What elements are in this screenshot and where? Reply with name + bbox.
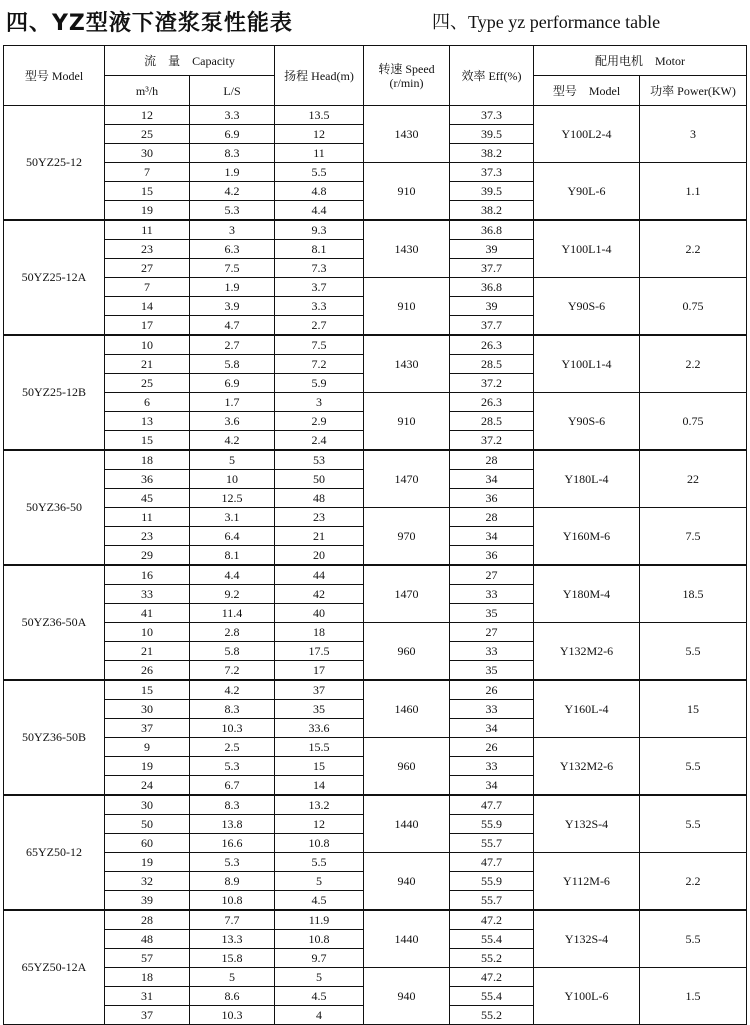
motor-power-cell: 2.2 (640, 220, 747, 278)
capacity-ls-cell: 3.1 (190, 508, 275, 527)
efficiency-cell: 33 (450, 700, 534, 719)
col-header-m3h: m³/h (105, 76, 190, 106)
efficiency-cell: 28 (450, 508, 534, 527)
capacity-ls-cell: 2.7 (190, 335, 275, 355)
motor-model-cell: Y100L1-4 (534, 335, 640, 393)
head-cell: 5.5 (275, 853, 364, 872)
efficiency-cell: 39.5 (450, 125, 534, 144)
head-cell: 4.4 (275, 201, 364, 221)
motor-model-cell: Y180M-4 (534, 565, 640, 623)
head-cell: 15 (275, 757, 364, 776)
capacity-m3h-cell: 28 (105, 910, 190, 930)
performance-table (3, 45, 747, 1025)
motor-power-cell: 2.2 (640, 335, 747, 393)
capacity-ls-cell: 10 (190, 470, 275, 489)
efficiency-cell: 35 (450, 604, 534, 623)
efficiency-cell: 33 (450, 757, 534, 776)
capacity-m3h-cell: 16 (105, 565, 190, 585)
pump-model-cell: 50YZ36-50B (4, 680, 105, 795)
efficiency-cell: 28 (450, 450, 534, 470)
capacity-ls-cell: 8.6 (190, 987, 275, 1006)
head-cell: 35 (275, 700, 364, 719)
efficiency-cell: 26 (450, 680, 534, 700)
efficiency-cell: 36.8 (450, 278, 534, 297)
head-cell: 12 (275, 125, 364, 144)
head-cell: 5 (275, 872, 364, 891)
motor-model-cell: Y112M-6 (534, 853, 640, 911)
capacity-ls-cell: 8.3 (190, 144, 275, 163)
capacity-m3h-cell: 18 (105, 968, 190, 987)
capacity-m3h-cell: 14 (105, 297, 190, 316)
head-cell: 17.5 (275, 642, 364, 661)
motor-power-cell: 2.2 (640, 853, 747, 911)
head-cell: 5.9 (275, 374, 364, 393)
capacity-ls-cell: 4.2 (190, 182, 275, 201)
head-cell: 9.3 (275, 220, 364, 240)
efficiency-cell: 37.7 (450, 316, 534, 336)
col-header-motor-power: 功率 Power(KW) (640, 76, 747, 106)
capacity-ls-cell: 10.8 (190, 891, 275, 911)
col-header-motor-model: 型号 Model (534, 76, 640, 106)
capacity-m3h-cell: 6 (105, 393, 190, 412)
table-row (4, 450, 747, 470)
capacity-m3h-cell: 15 (105, 182, 190, 201)
motor-model-cell: Y132S-4 (534, 910, 640, 968)
capacity-m3h-cell: 50 (105, 815, 190, 834)
speed-cell: 910 (364, 278, 450, 336)
capacity-ls-cell: 6.4 (190, 527, 275, 546)
capacity-m3h-cell: 32 (105, 872, 190, 891)
efficiency-cell: 26.3 (450, 335, 534, 355)
capacity-ls-cell: 5.3 (190, 853, 275, 872)
capacity-m3h-cell: 57 (105, 949, 190, 968)
head-cell: 14 (275, 776, 364, 796)
motor-power-cell: 5.5 (640, 738, 747, 796)
head-cell: 12 (275, 815, 364, 834)
capacity-m3h-cell: 29 (105, 546, 190, 566)
capacity-ls-cell: 7.7 (190, 910, 275, 930)
capacity-ls-cell: 15.8 (190, 949, 275, 968)
head-cell: 3 (275, 393, 364, 412)
efficiency-cell: 37.2 (450, 431, 534, 451)
capacity-ls-cell: 5.8 (190, 642, 275, 661)
head-cell: 13.5 (275, 106, 364, 125)
efficiency-cell: 37.3 (450, 163, 534, 182)
head-cell: 4.8 (275, 182, 364, 201)
capacity-ls-cell: 6.9 (190, 125, 275, 144)
efficiency-cell: 39 (450, 297, 534, 316)
capacity-ls-cell: 5.3 (190, 757, 275, 776)
motor-model-cell: Y132S-4 (534, 795, 640, 853)
table-row (4, 393, 747, 412)
motor-model-cell: Y132M2-6 (534, 623, 640, 681)
capacity-ls-cell: 4.4 (190, 565, 275, 585)
speed-cell: 970 (364, 508, 450, 566)
capacity-ls-cell: 5 (190, 450, 275, 470)
efficiency-cell: 35 (450, 661, 534, 681)
capacity-m3h-cell: 19 (105, 757, 190, 776)
head-cell: 4.5 (275, 891, 364, 911)
table-row (4, 853, 747, 872)
head-cell: 53 (275, 450, 364, 470)
efficiency-cell: 39.5 (450, 182, 534, 201)
capacity-m3h-cell: 11 (105, 220, 190, 240)
capacity-ls-cell: 1.7 (190, 393, 275, 412)
capacity-m3h-cell: 30 (105, 144, 190, 163)
capacity-m3h-cell: 12 (105, 106, 190, 125)
head-cell: 11.9 (275, 910, 364, 930)
efficiency-cell: 55.2 (450, 949, 534, 968)
efficiency-cell: 38.2 (450, 144, 534, 163)
table-row (4, 335, 747, 355)
capacity-ls-cell: 5.3 (190, 201, 275, 221)
head-cell: 2.4 (275, 431, 364, 451)
efficiency-cell: 47.7 (450, 795, 534, 815)
capacity-m3h-cell: 9 (105, 738, 190, 757)
table-row (4, 508, 747, 527)
motor-power-cell: 0.75 (640, 278, 747, 336)
col-header-model: 型号 Model (4, 46, 105, 106)
head-cell: 37 (275, 680, 364, 700)
capacity-ls-cell: 4.2 (190, 431, 275, 451)
pump-model-cell: 65YZ50-12 (4, 795, 105, 910)
capacity-ls-cell: 11.4 (190, 604, 275, 623)
capacity-m3h-cell: 41 (105, 604, 190, 623)
head-cell: 8.1 (275, 240, 364, 259)
head-cell: 2.7 (275, 316, 364, 336)
efficiency-cell: 34 (450, 470, 534, 489)
head-cell: 11 (275, 144, 364, 163)
head-cell: 42 (275, 585, 364, 604)
head-cell: 4 (275, 1006, 364, 1025)
speed-cell: 1460 (364, 680, 450, 738)
motor-model-cell: Y90L-6 (534, 163, 640, 221)
capacity-m3h-cell: 30 (105, 700, 190, 719)
efficiency-cell: 33 (450, 585, 534, 604)
efficiency-cell: 55.9 (450, 872, 534, 891)
efficiency-cell: 33 (450, 642, 534, 661)
table-row (4, 738, 747, 757)
speed-cell: 1430 (364, 220, 450, 278)
capacity-m3h-cell: 45 (105, 489, 190, 508)
head-cell: 17 (275, 661, 364, 681)
head-cell: 50 (275, 470, 364, 489)
capacity-ls-cell: 8.1 (190, 546, 275, 566)
efficiency-cell: 47.2 (450, 968, 534, 987)
capacity-ls-cell: 16.6 (190, 834, 275, 853)
efficiency-cell: 38.2 (450, 201, 534, 221)
capacity-ls-cell: 13.8 (190, 815, 275, 834)
efficiency-cell: 37.2 (450, 374, 534, 393)
capacity-ls-cell: 1.9 (190, 278, 275, 297)
capacity-ls-cell: 8.3 (190, 795, 275, 815)
head-cell: 2.9 (275, 412, 364, 431)
capacity-ls-cell: 3 (190, 220, 275, 240)
capacity-m3h-cell: 7 (105, 278, 190, 297)
speed-cell: 1470 (364, 565, 450, 623)
head-cell: 21 (275, 527, 364, 546)
capacity-m3h-cell: 37 (105, 1006, 190, 1025)
capacity-ls-cell: 6.9 (190, 374, 275, 393)
speed-cell: 910 (364, 393, 450, 451)
table-row (4, 680, 747, 700)
head-cell: 23 (275, 508, 364, 527)
capacity-ls-cell: 12.5 (190, 489, 275, 508)
capacity-m3h-cell: 15 (105, 431, 190, 451)
capacity-ls-cell: 7.2 (190, 661, 275, 681)
efficiency-cell: 55.7 (450, 834, 534, 853)
capacity-ls-cell: 6.3 (190, 240, 275, 259)
col-header-speed: 转速 Speed (r/min) (364, 46, 450, 106)
motor-power-cell: 5.5 (640, 795, 747, 853)
motor-power-cell: 22 (640, 450, 747, 508)
capacity-m3h-cell: 21 (105, 355, 190, 374)
efficiency-cell: 34 (450, 776, 534, 796)
efficiency-cell: 27 (450, 623, 534, 642)
motor-power-cell: 0.75 (640, 393, 747, 451)
capacity-ls-cell: 6.7 (190, 776, 275, 796)
capacity-ls-cell: 5.8 (190, 355, 275, 374)
speed-cell: 1440 (364, 795, 450, 853)
motor-power-cell: 5.5 (640, 910, 747, 968)
pump-model-cell: 50YZ25-12B (4, 335, 105, 450)
head-cell: 3.7 (275, 278, 364, 297)
capacity-ls-cell: 8.3 (190, 700, 275, 719)
capacity-m3h-cell: 18 (105, 450, 190, 470)
efficiency-cell: 28.5 (450, 412, 534, 431)
capacity-m3h-cell: 19 (105, 853, 190, 872)
efficiency-cell: 55.2 (450, 1006, 534, 1025)
capacity-m3h-cell: 25 (105, 374, 190, 393)
capacity-m3h-cell: 48 (105, 930, 190, 949)
pump-model-cell: 50YZ25-12A (4, 220, 105, 335)
head-cell: 13.2 (275, 795, 364, 815)
efficiency-cell: 39 (450, 240, 534, 259)
efficiency-cell: 36 (450, 489, 534, 508)
motor-power-cell: 18.5 (640, 565, 747, 623)
capacity-m3h-cell: 23 (105, 527, 190, 546)
head-cell: 15.5 (275, 738, 364, 757)
capacity-ls-cell: 2.8 (190, 623, 275, 642)
table-row (4, 565, 747, 585)
head-cell: 7.5 (275, 335, 364, 355)
table-row (4, 795, 747, 815)
table-row (4, 278, 747, 297)
capacity-m3h-cell: 25 (105, 125, 190, 144)
capacity-ls-cell: 4.7 (190, 316, 275, 336)
capacity-m3h-cell: 7 (105, 163, 190, 182)
head-cell: 3.3 (275, 297, 364, 316)
motor-model-cell: Y180L-4 (534, 450, 640, 508)
head-cell: 18 (275, 623, 364, 642)
capacity-m3h-cell: 13 (105, 412, 190, 431)
head-cell: 7.2 (275, 355, 364, 374)
capacity-ls-cell: 1.9 (190, 163, 275, 182)
efficiency-cell: 34 (450, 719, 534, 738)
col-header-head: 扬程 Head(m) (275, 46, 364, 106)
pump-model-cell: 50YZ36-50A (4, 565, 105, 680)
capacity-m3h-cell: 33 (105, 585, 190, 604)
capacity-m3h-cell: 60 (105, 834, 190, 853)
efficiency-cell: 55.4 (450, 987, 534, 1006)
motor-power-cell: 1.5 (640, 968, 747, 1025)
efficiency-cell: 37.3 (450, 106, 534, 125)
capacity-m3h-cell: 11 (105, 508, 190, 527)
capacity-m3h-cell: 24 (105, 776, 190, 796)
efficiency-cell: 36.8 (450, 220, 534, 240)
capacity-ls-cell: 3.3 (190, 106, 275, 125)
motor-model-cell: Y160M-6 (534, 508, 640, 566)
efficiency-cell: 47.7 (450, 853, 534, 872)
motor-power-cell: 3 (640, 106, 747, 163)
pump-model-cell: 50YZ36-50 (4, 450, 105, 565)
capacity-m3h-cell: 23 (105, 240, 190, 259)
motor-model-cell: Y90S-6 (534, 393, 640, 451)
col-header-capacity: 流 量 Capacity (105, 46, 275, 76)
speed-cell: 1430 (364, 106, 450, 163)
efficiency-cell: 26 (450, 738, 534, 757)
head-cell: 44 (275, 565, 364, 585)
capacity-m3h-cell: 27 (105, 259, 190, 278)
capacity-ls-cell: 3.6 (190, 412, 275, 431)
efficiency-cell: 55.7 (450, 891, 534, 911)
motor-power-cell: 1.1 (640, 163, 747, 221)
table-row (4, 968, 747, 987)
efficiency-cell: 34 (450, 527, 534, 546)
head-cell: 10.8 (275, 930, 364, 949)
capacity-ls-cell: 4.2 (190, 680, 275, 700)
capacity-ls-cell: 7.5 (190, 259, 275, 278)
table-row (4, 910, 747, 930)
col-header-motor: 配用电机 Motor (534, 46, 747, 76)
table-body (4, 106, 747, 1025)
head-cell: 20 (275, 546, 364, 566)
efficiency-cell: 37.7 (450, 259, 534, 278)
capacity-ls-cell: 13.3 (190, 930, 275, 949)
page-title-en: 四、Type yz performance table (432, 12, 661, 32)
efficiency-cell: 47.2 (450, 910, 534, 930)
capacity-ls-cell: 8.9 (190, 872, 275, 891)
head-cell: 10.8 (275, 834, 364, 853)
page-title-cn: 四、YZ型液下渣浆泵性能表 (6, 11, 293, 36)
motor-model-cell: Y100L1-4 (534, 220, 640, 278)
capacity-ls-cell: 10.3 (190, 1006, 275, 1025)
capacity-m3h-cell: 10 (105, 623, 190, 642)
head-cell: 7.3 (275, 259, 364, 278)
efficiency-cell: 26.3 (450, 393, 534, 412)
head-cell: 40 (275, 604, 364, 623)
capacity-m3h-cell: 10 (105, 335, 190, 355)
head-cell: 4.5 (275, 987, 364, 1006)
speed-cell: 940 (364, 853, 450, 911)
motor-model-cell: Y160L-4 (534, 680, 640, 738)
capacity-m3h-cell: 26 (105, 661, 190, 681)
speed-cell: 910 (364, 163, 450, 221)
head-cell: 5 (275, 968, 364, 987)
table-row (4, 220, 747, 240)
motor-power-cell: 5.5 (640, 623, 747, 681)
motor-model-cell: Y90S-6 (534, 278, 640, 336)
capacity-ls-cell: 9.2 (190, 585, 275, 604)
motor-power-cell: 15 (640, 680, 747, 738)
speed-cell: 1470 (364, 450, 450, 508)
capacity-m3h-cell: 30 (105, 795, 190, 815)
capacity-m3h-cell: 31 (105, 987, 190, 1006)
capacity-m3h-cell: 19 (105, 201, 190, 221)
capacity-ls-cell: 10.3 (190, 719, 275, 738)
pump-model-cell: 65YZ50-12A (4, 910, 105, 1025)
capacity-m3h-cell: 15 (105, 680, 190, 700)
motor-model-cell: Y100L-6 (534, 968, 640, 1025)
speed-cell: 1430 (364, 335, 450, 393)
capacity-m3h-cell: 36 (105, 470, 190, 489)
pump-model-cell: 50YZ25-12 (4, 106, 105, 221)
table-row (4, 163, 747, 182)
capacity-m3h-cell: 37 (105, 719, 190, 738)
head-cell: 5.5 (275, 163, 364, 182)
efficiency-cell: 55.9 (450, 815, 534, 834)
speed-cell: 960 (364, 623, 450, 681)
table-row (4, 623, 747, 642)
head-cell: 33.6 (275, 719, 364, 738)
col-header-eff: 效率 Eff(%) (450, 46, 534, 106)
motor-model-cell: Y100L2-4 (534, 106, 640, 163)
efficiency-cell: 55.4 (450, 930, 534, 949)
capacity-m3h-cell: 21 (105, 642, 190, 661)
table-row (4, 106, 747, 125)
efficiency-cell: 27 (450, 565, 534, 585)
speed-cell: 940 (364, 968, 450, 1025)
head-cell: 9.7 (275, 949, 364, 968)
motor-model-cell: Y132M2-6 (534, 738, 640, 796)
efficiency-cell: 36 (450, 546, 534, 566)
capacity-m3h-cell: 39 (105, 891, 190, 911)
capacity-m3h-cell: 17 (105, 316, 190, 336)
motor-power-cell: 7.5 (640, 508, 747, 566)
capacity-ls-cell: 2.5 (190, 738, 275, 757)
capacity-ls-cell: 3.9 (190, 297, 275, 316)
speed-cell: 960 (364, 738, 450, 796)
speed-cell: 1440 (364, 910, 450, 968)
capacity-ls-cell: 5 (190, 968, 275, 987)
col-header-ls: L/S (190, 76, 275, 106)
head-cell: 48 (275, 489, 364, 508)
efficiency-cell: 28.5 (450, 355, 534, 374)
